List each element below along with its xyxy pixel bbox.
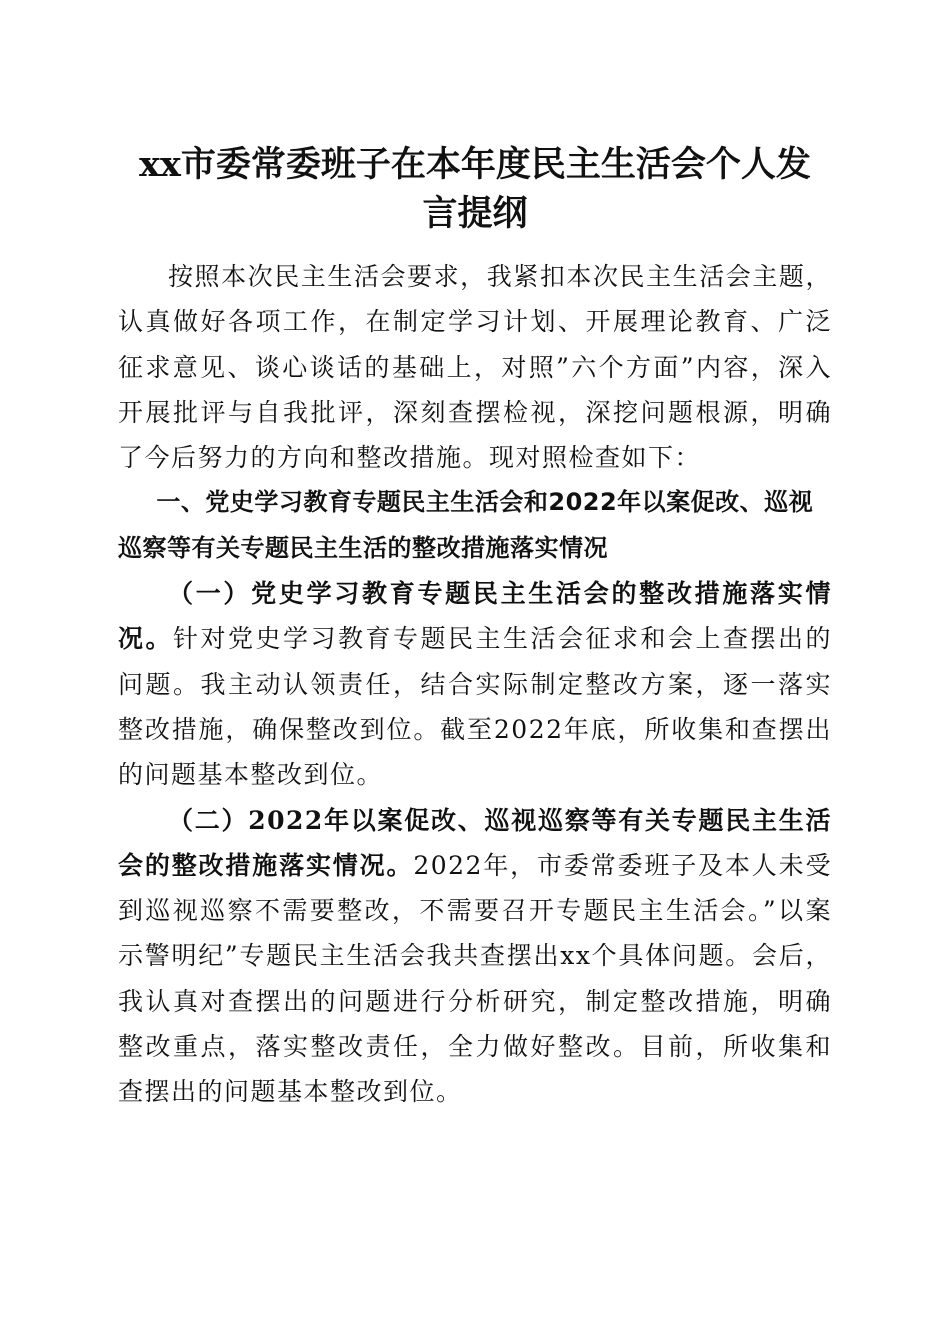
intro-paragraph: 按照本次民主生活会要求，我紧扣本次民主生活会主题，认真做好各项工作，在制定学习计划、开展理论教育、广泛征求意见、谈心谈话的基础上，对照”六个方面”内容，深入开展批评与自我批评，深刻查摆检视，深挖问题根源，明确了今后努力的方向和整改措施。现对照检查如下：: [118, 262, 832, 473]
document-title-line-2: 言提纲: [422, 193, 528, 234]
section-1-heading: 一、党史学习教育专题民主生活会和2022年以案促改、巡视巡察等有关专题民主生活的整改措施落实情况: [118, 488, 814, 562]
document-body: [118, 254, 832, 1115]
subsection-1-text: 针对党史学习教育专题民主生活会征求和会上查摆出的问题。我主动认领责任，结合实际制定整改方案，逐一落实整改措施，确保整改到位。截至2022年底，所收集和查摆出的问题基本整改到位。: [118, 624, 832, 790]
subsection-2-paragraph: [118, 798, 832, 1115]
document-title-line-1: xx市委常委班子在本年度民主生活会个人发: [139, 144, 811, 185]
subsection-2-text: 2022年，市委常委班子及本人未受到巡视巡察不需要整改，不需要召开专题民主生活会。”以案示警明纪”专题民主生活会我共查摆出xx个具体问题。会后，我认真对查摆出的问题进行分析研究，制定整改措施，明确整改重点，落实整改责任，全力做好整改。目前，所收集和查摆出的问题基本整改到位。: [118, 850, 832, 1107]
document-title: [100, 140, 850, 238]
subsection-1-paragraph: [118, 571, 832, 797]
subsection-2-heading: （二）2022年以案促改、巡视巡察等有关专题民主生活会的整改措施落实情况。: [118, 805, 832, 880]
subsection-1-heading: （一）党史学习教育专题民主生活会的整改措施落实情况。: [118, 579, 832, 654]
